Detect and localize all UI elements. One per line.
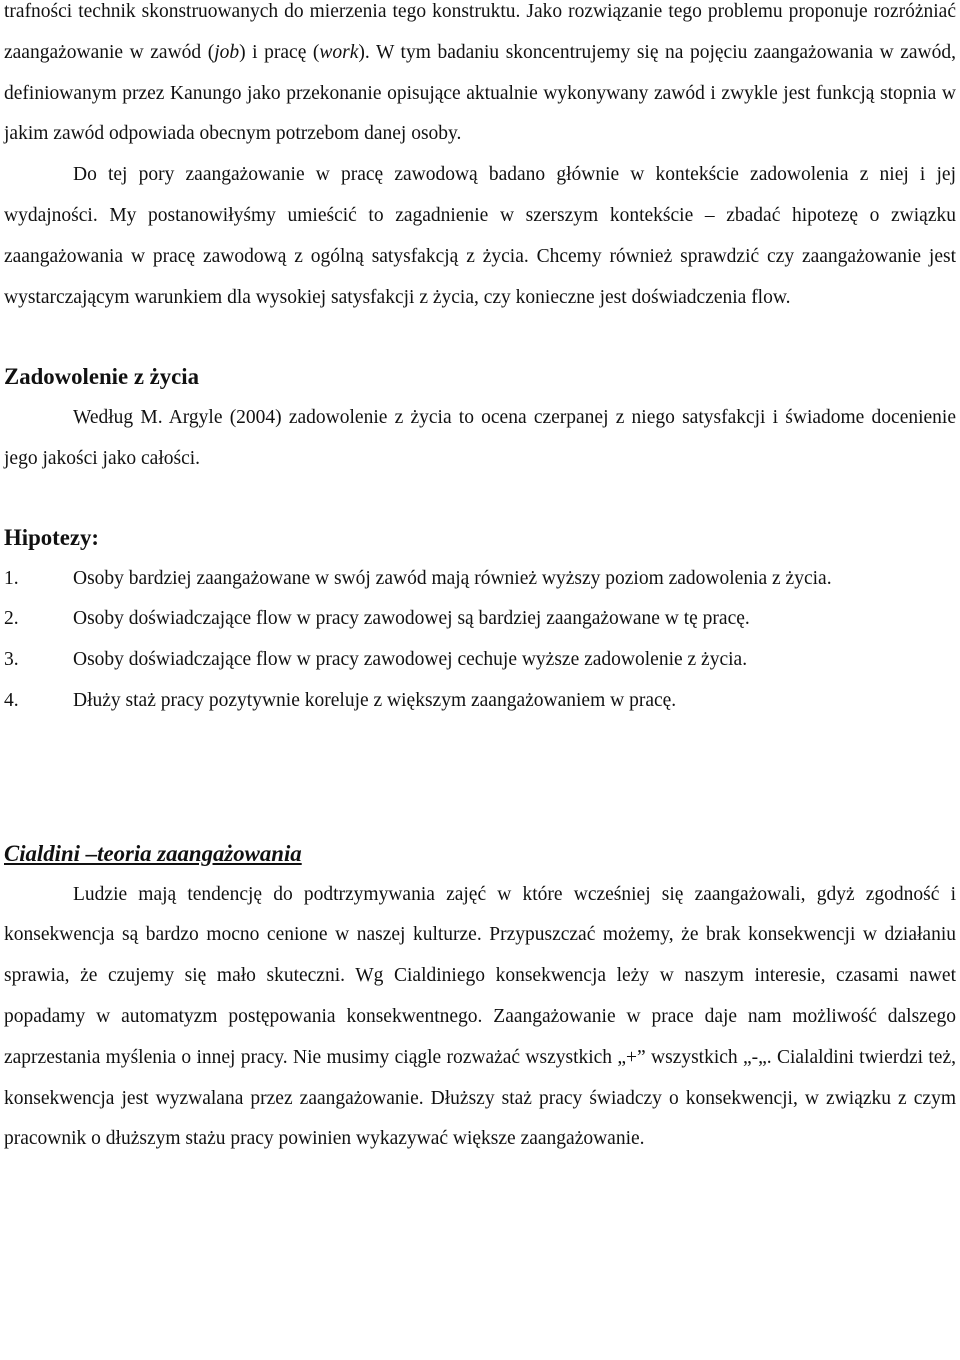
hypothesis-item	[4, 559, 956, 600]
cialdini-paragraph: Ludzie mają tendencję do podtrzymywania zajęć w które wcześniej się zaangażowali, gdyż zgodność i konsekwencja są bardzo mocno cenione w naszej kulturze. Przypuszczać możemy, że brak konsekwencji w działaniu sprawia, że czujemy się mało skuteczni. Wg Cialdiniego konsekwencja leży w naszym interesie, czasami nawet popadamy w automatyzm postępowania konsekwentnego. Zaangażowanie w prace daje nam możliwość dalszego zaprzestania myślenia o innej pracy. Nie musimy ciągle rozważać wszystkich „+” wszystkich „-„. Cialaldini twierdzi też, konsekwencja jest wyzwalana przez zaangażowanie. Dłuższy staż pracy świadczy o konsekwencji, w związku z czym pracownik o dłuższym stażu pracy powinien wykazywać większe zaangażowanie.	[4, 883, 956, 1150]
engagement-paragraph: Do tej pory zaangażowanie w pracę zawodową badano głównie w kontekście zadowolenia z niej i jej wydajności. My postanowiłyśmy umieścić to zagadnienie w szerszym kontekście – zbadać hipotezę o związku zaangażowania w pracę zawodową z ogólną satysfakcją z życia. Chcemy również sprawdzić czy zaangażowanie jest wystarczającym warunkiem dla wysokiej satysfakcji z życia, czy konieczne jest doświadczenia flow.	[4, 164, 956, 308]
hypothesis-text: Osoby doświadczające flow w pracy zawodowej cechuje wyższe zadowolenie z życia.	[73, 649, 748, 671]
hypothesis-item	[4, 599, 956, 640]
life-satisfaction-heading: Zadowolenie z życia	[4, 364, 200, 390]
hypothesis-number: 3.	[4, 649, 19, 671]
hypothesis-text: Dłuży staż pracy pozytywnie koreluje z większym zaangażowaniem w pracę.	[73, 689, 677, 711]
intro-job-word: job	[214, 41, 240, 63]
hypothesis-number: 1.	[4, 567, 19, 589]
hypothesis-item	[4, 681, 956, 722]
intro-text-2: ) i pracę (	[239, 41, 320, 63]
intro-text-1: trafności technik skonstruowanych do mierzenia tego konstruktu. Jako rozwiązanie tego problemu proponuje rozróżniać zaangażowanie w zawód (	[4, 1, 956, 63]
intro-work-word: work	[319, 41, 359, 63]
hypothesis-text: Osoby doświadczające flow w pracy zawodowej są bardziej zaangażowane w tę pracę.	[73, 608, 750, 630]
hypotheses-heading: Hipotezy:	[4, 524, 99, 550]
spacer	[4, 722, 956, 834]
hypothesis-text: Osoby bardziej zaangażowane w swój zawód mają również wyższy poziom zadowolenia z życia.	[73, 567, 832, 589]
hypothesis-number: 2.	[4, 608, 19, 630]
hypothesis-item	[4, 640, 956, 681]
cialdini-heading: Cialdini –teoria zaangażowania	[4, 840, 302, 866]
hypothesis-number: 4.	[4, 689, 19, 711]
spacer	[4, 318, 956, 357]
spacer	[4, 480, 956, 518]
intro-text-3: ). W tym badaniu skoncentrujemy się na pojęciu zaangażowania w zawód, definiowanym przez Kanungo jako przekonanie opisujące aktualnie wykonywany zawód i zwykle jest funkcją stopnia w jakim zawód odpowiada obecnym potrzebom danej osoby.	[4, 41, 956, 145]
intro-paragraph	[4, 0, 956, 155]
life-satisfaction-paragraph: Według M. Argyle (2004) zadowolenie z życia to ocena czerpanej z niego satysfakcji i świadome docenienie jego jakości jako całości.	[4, 407, 956, 469]
